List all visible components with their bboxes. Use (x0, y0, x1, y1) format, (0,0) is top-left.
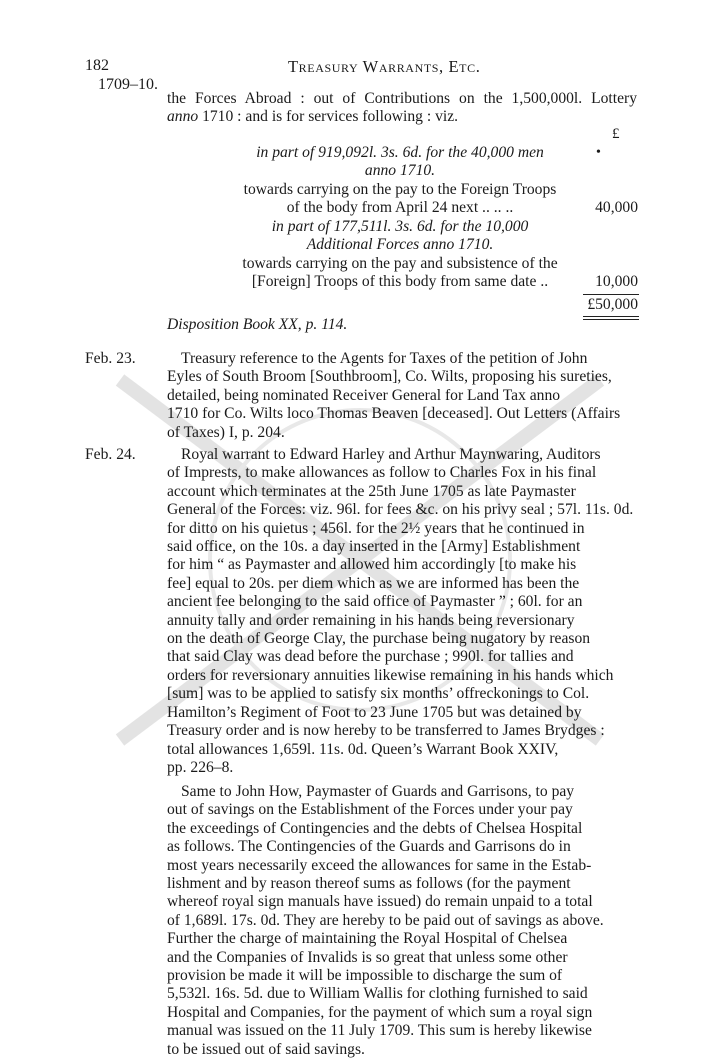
year-range: 1709–10. (98, 76, 158, 93)
item-3: in part of 177,511l. 3s. 6d. for the 10,000 Additional Forces anno 1710. (271, 218, 529, 254)
intro-paragraph (167, 90, 637, 127)
entry-date: Feb. 24. (85, 446, 136, 463)
item-4-amount: 10,000 (595, 273, 638, 290)
running-head: Treasury Warrants, Etc. (288, 57, 481, 76)
total-double-rule-top (583, 316, 639, 317)
currency-symbol: £ (612, 126, 620, 142)
sum-rule (583, 294, 639, 295)
blank-amount-marker: • (596, 145, 601, 160)
disposition-reference: Disposition Book XX, p. 114. (167, 316, 348, 333)
entry-paragraph: Treasury reference to the Agents for Taxes of the petition of John Eyles of South Broom [Southbroom], Co. Wilts, proposing his sureties, detailed, being nominated Receiver General for Land Tax anno 1710 for Co. Wilts loco Thomas Beaven [deceased]. Out Letters (Affairs of Taxes) I, p. 204. (167, 350, 621, 441)
page-number: 182 (85, 57, 109, 74)
item-2-amount: 40,000 (595, 199, 638, 216)
item-4: towards carrying on the pay and subsistence of the [Foreign] Troops of this body from same date .. (242, 255, 558, 291)
intro-line-1: the Forces Abroad : out of Contributions on the 1,500,000l. Lottery (167, 90, 637, 107)
item-1: in part of 919,092l. 3s. 6d. for the 40,000 men anno 1710. (256, 144, 544, 180)
total-double-rule-bottom (583, 319, 639, 320)
entry-date: Feb. 23. (85, 350, 136, 367)
entry-paragraph: Royal warrant to Edward Harley and Arthur Maynwaring, Auditors of Imprests, to make allowances as follow to Charles Fox in his final account which terminates at the 25th June 1705 as late Paymaster General of the Forces: viz. 96l. for fees &c. on his privy seal ; 57l. 11s. 0d. for ditto on his quietus ; 456l. for the 2½ years that he continued in said office, on the 10s. a day inserted in the [Army] Establishment for him “ as Paymaster and allowed him accordingly [to make his fee] equal to 20s. per diem which as we are informed has been the ancient fee belonging to the said office of Paymaster ” ; 60l. for an annuity tally and order remaining in his hands being reversionary on the death of George Clay, the purchase being nugatory by reason that said Clay was dead before the purchase ; 990l. for tallies and orders for reversionary annuities likewise remaining in his hands which [sum] was to be applied to satisfy six months’ offreckonings to Col. Hamilton’s Regiment of Foot to 23 June 1705 but was detained by Treasury order and is now hereby to be transferred to James Brydges : total allowances 1,659l. 11s. 0d. Queen’s Warrant Book XXIV, pp. 226–8. (167, 446, 634, 776)
item-2: towards carrying on the pay to the Foreign Troops of the body from April 24 next .. .. .. (243, 181, 557, 217)
table-total: £50,000 (587, 296, 638, 313)
entry-paragraph: Same to John How, Paymaster of Guards and Garrisons, to pay out of savings on the Establishment of the Forces under your pay the exceedings of Contingencies and the debts of Chelsea Hospital as follows. The Contingencies of the Guards and Garrisons do in most years necessarily exceed the allowances for same in the Estab- lishment and by reason thereof sums as follows (for the payment whereof royal sign manuals have issued) do remain unpaid to a total of 1,689l. 17s. 0d. They are hereby to be paid out of savings as above. Further the charge of maintaining the Royal Hospital of Chelsea and the Companies of Invalids is so great that unless some other provision be made it will be impossible to discharge the sum of 5,532l. 16s. 5d. due to William Wallis for clothing furnished to said Hospital and Companies, for the payment of which sum a royal sign manual was issued on the 11 July 1709. This sum is hereby likewise to be issued out of said savings. (167, 783, 604, 1058)
intro-line-2: anno 1710 : and is for services following : viz. (167, 108, 459, 126)
